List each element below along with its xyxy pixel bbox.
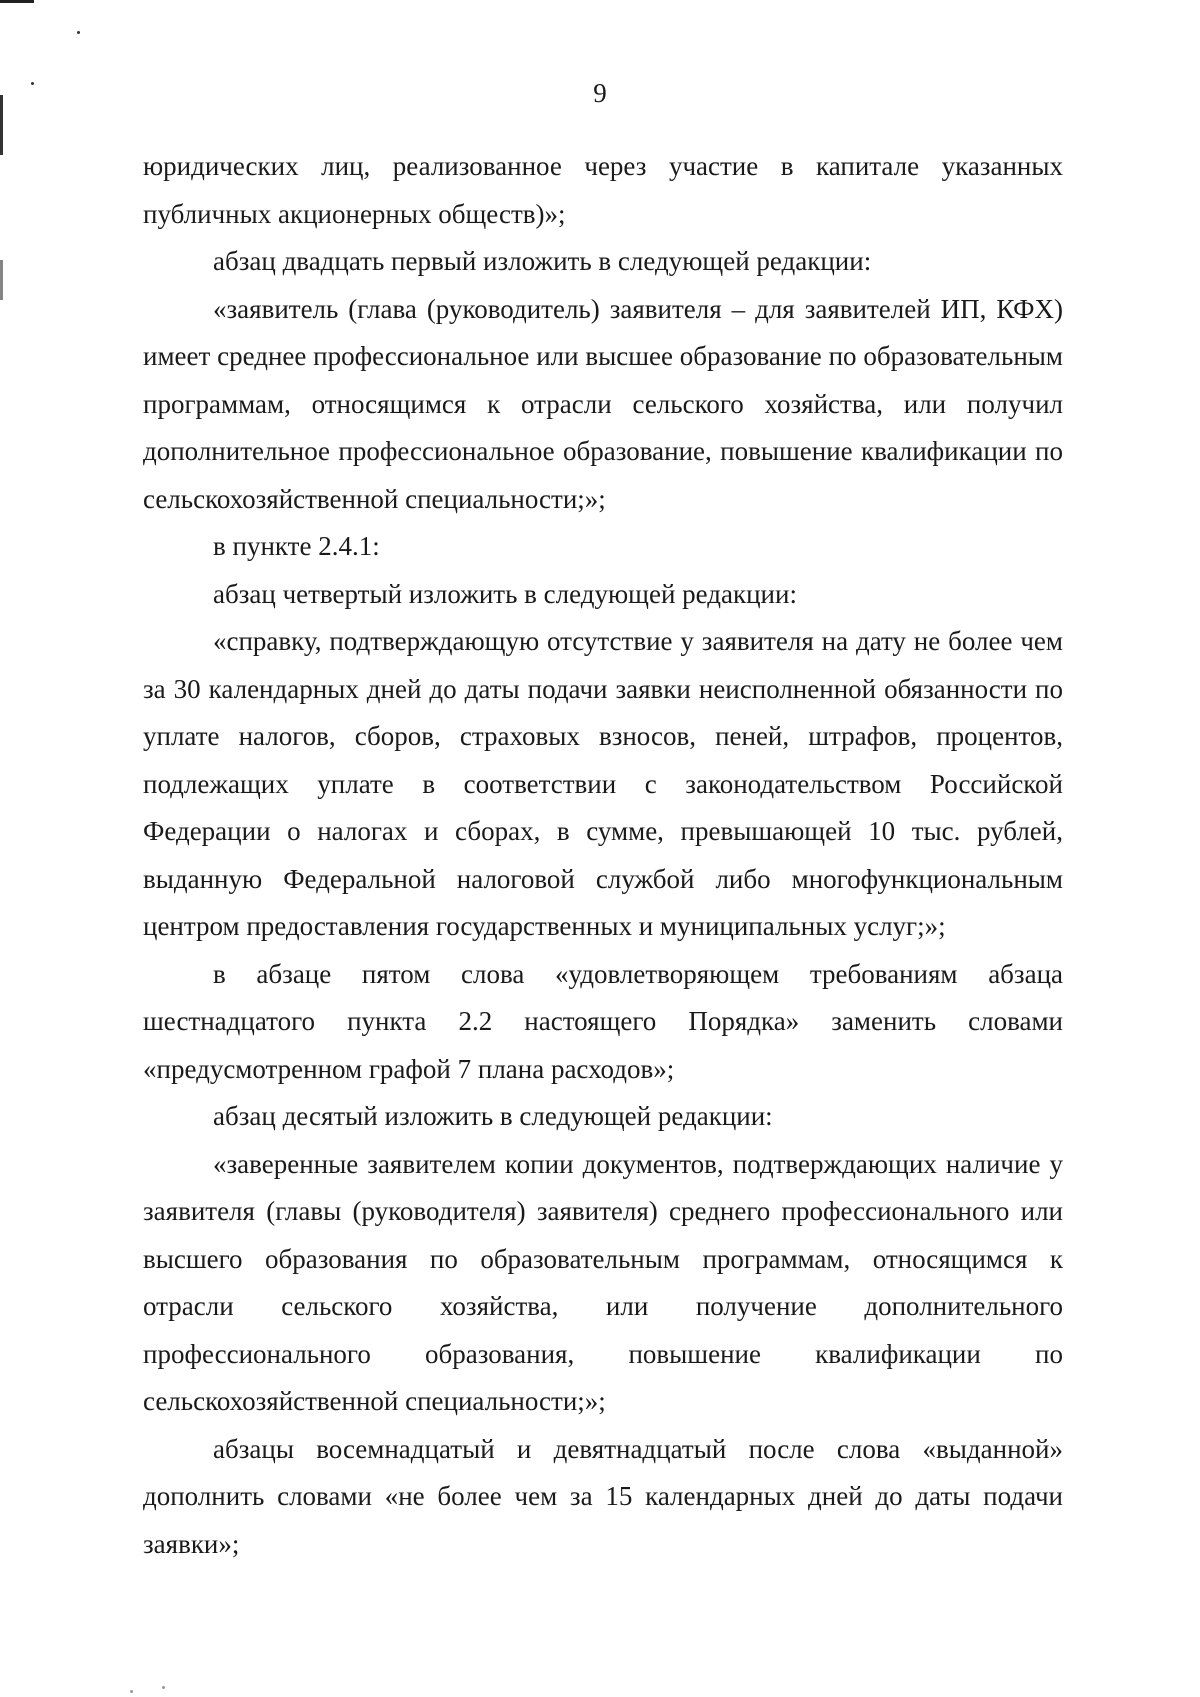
scan-corner-mark [0, 0, 34, 3]
paragraph: абзац десятый изложить в следующей редакции: [213, 1101, 773, 1131]
scan-dot [77, 31, 80, 34]
paragraph: в пункте 2.4.1: [213, 531, 380, 561]
paragraph: «справку, подтверждающую отсутствие у заявителя на дату не более чем за 30 календарных дней до даты подачи заявки неисполненной обязанности по уплате налогов, сборов, страховых взносов, пеней, штрафов, процентов, подлежащих уплате в соответствии с законодательством Российской Федерации о налогах и сборах, в сумме, превышающей 10 тыс. рублей, выданную Федеральной налоговой службой либо многофункциональным центром предоставления государственных и муниципальных услуг;»; [143, 626, 1063, 941]
paragraph: абзацы восемнадцатый и девятнадцатый после слова «выданной» дополнить словами «не более чем за 15 календарных дней до даты подачи заявки»; [143, 1433, 1063, 1559]
paragraph: абзац двадцать первый изложить в следующей редакции: [213, 246, 872, 276]
document-body [143, 143, 1063, 1568]
scan-edge-line [0, 260, 3, 300]
scan-dot [130, 1690, 133, 1693]
paragraph: «заявитель (глава (руководитель) заявителя – для заявителей ИП, КФХ) имеет среднее профессиональное или высшее образование по образовательным программам, относящимся к отрасли сельского хозяйства, или получил дополнительное профессиональное образование, повышение квалификации по сельскохозяйственной специальности;»; [143, 293, 1063, 514]
paragraph: абзац четвертый изложить в следующей редакции: [213, 578, 797, 609]
scan-dot [162, 1686, 165, 1689]
paragraph: в абзаце пятом слова «удовлетворяющем требованиям абзаца шестнадцатого пункта 2.2 настоящего Порядка» заменить словами «предусмотренном графой 7 плана расходов»; [143, 958, 1063, 1084]
paragraph: юридических лиц, реализованное через участие в капитале указанных публичных акционерных обществ)»; [143, 151, 1063, 229]
page-number: 9 [593, 78, 607, 108]
paragraph: «заверенные заявителем копии документов, подтверждающих наличие у заявителя (главы (руководителя) заявителя) среднего профессионального или высшего образования по образовательным программам, относящимся к отрасли сельского хозяйства, или получение дополнительного профессионального образования, повышение квалификации по сельскохозяйственной специальности;»; [143, 1148, 1063, 1416]
